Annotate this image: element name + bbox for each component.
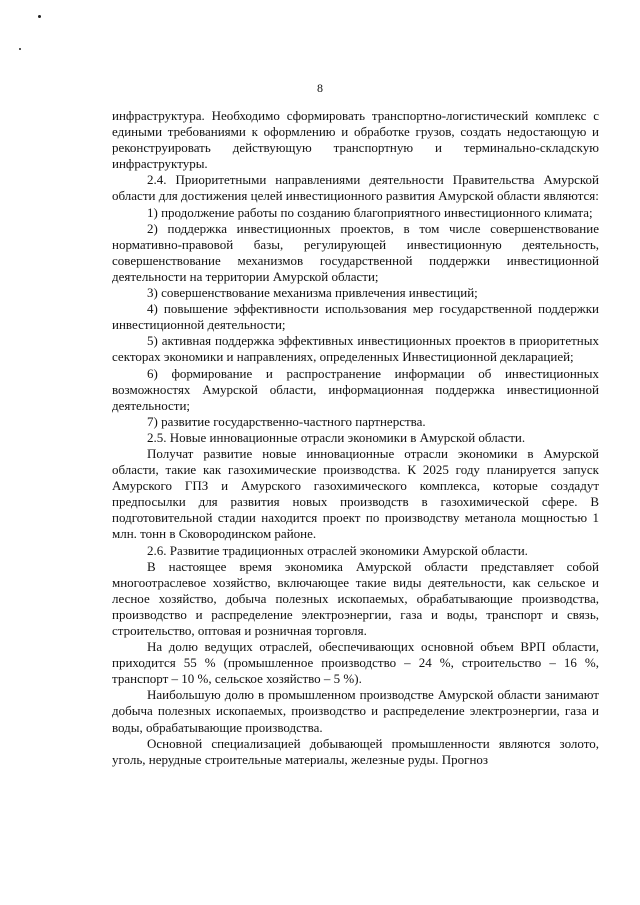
scan-speck — [38, 15, 41, 18]
list-item: 7) развитие государственно-частного партнерства. — [147, 413, 426, 429]
list-item: 6) формирование и распространение информации об инвестиционных возможностях Амурской области, информационная поддержка инвестиционной деятельности; — [112, 365, 599, 413]
paragraph: 2.4. Приоритетными направлениями деятельности Правительства Амурской области для достижения целей инвестиционного развития Амурской области являются: — [112, 172, 599, 204]
list-item: 4) повышение эффективности использования мер государственной поддержки инвестиционной деятельности; — [112, 301, 599, 333]
section-heading: 2.6. Развитие традиционных отраслей экономики Амурской области. — [147, 542, 528, 558]
body-text — [112, 108, 599, 768]
paragraph: На долю ведущих отраслей, обеспечивающих основной объем ВРП области, приходится 55 % (промышленное производство – 24 %, строительство – 16 %, транспорт – 10 %, сельское хозяйство – 5 %). — [112, 639, 599, 687]
list-item: 1) продолжение работы по созданию благоприятного инвестиционного климата; — [147, 204, 593, 220]
section-heading: 2.5. Новые инновационные отрасли экономики в Амурской области. — [147, 429, 526, 445]
list-item: 2) поддержка инвестиционных проектов, в том числе совершенствование нормативно-правовой базы, регулирующей инвестиционную деятельность, совершенствование механизмов государственной поддержки инвестиционной деятельности на территории Амурской области; — [112, 220, 599, 284]
list-item: 5) активная поддержка эффективных инвестиционных проектов в приоритетных секторах экономики и направлениях, определенных Инвестиционной декларацией; — [112, 333, 599, 365]
scan-speck — [19, 48, 21, 50]
paragraph: инфраструктура. Необходимо сформировать транспортно-логистический комплекс с едиными требованиями к оформлению и обработке грузов, создать недостающую и реконструировать действующую транспортную и терминально-складскую инфраструктуры. — [112, 108, 599, 172]
paragraph: Основной специализацией добывающей промышленности являются золото, уголь, нерудные строительные материалы, железные руды. Прогноз — [112, 735, 599, 767]
paragraph: Наибольшую долю в промышленном производстве Амурской области занимают добыча полезных ископаемых, производство и распределение электроэнергии, газа и воды, обрабатывающие производства. — [112, 687, 599, 735]
paragraph: В настоящее время экономика Амурской области представляет собой многоотраслевое хозяйство, включающее такие виды деятельности, как сельское и лесное хозяйство, добыча полезных ископаемых, обрабатывающие производства, производство и распределение электроэнергии, газа и воды, транспорт и связь, строительство, оптовая и розничная торговля. — [112, 558, 599, 638]
list-item: 3) совершенствование механизма привлечения инвестиций; — [147, 285, 478, 301]
paragraph: Получат развитие новые инновационные отрасли экономики в Амурской области, такие как газохимические производства. К 2025 году планируется запуск Амурского ГПЗ и Амурского газохимического комплекса, которые создадут предпосылки для развития новых производств в газохимической сфере. В подготовительной стадии находится проект по производству метанола мощностью 1 млн. тонн в Сковородинском районе. — [112, 445, 599, 542]
page-number: 8 — [317, 81, 323, 95]
